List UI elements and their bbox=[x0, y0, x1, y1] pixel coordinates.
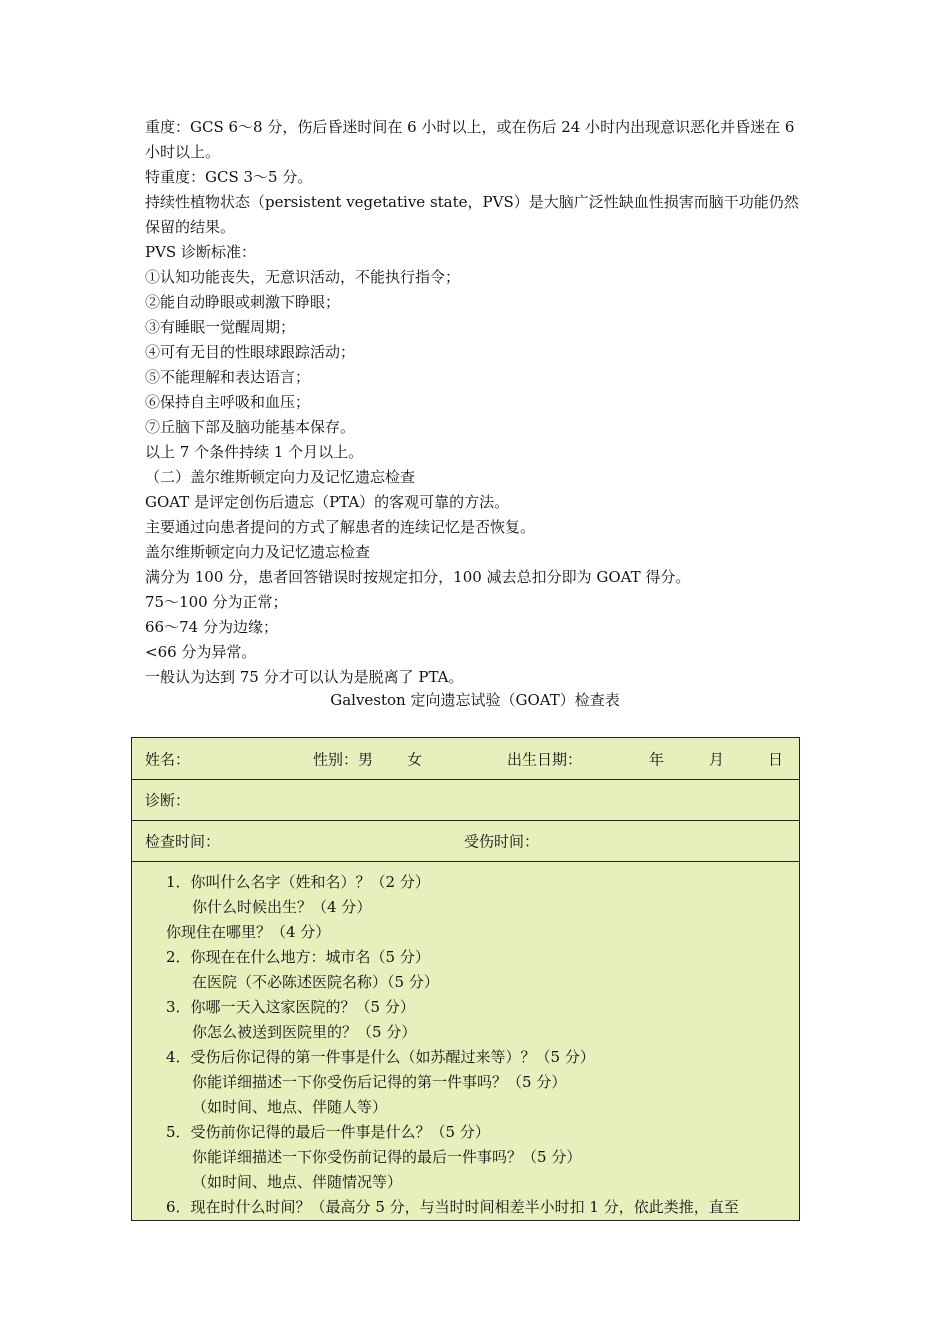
paragraph: 满分为 100 分，患者回答错误时按规定扣分，100 减去总扣分即为 GOAT 得分。 bbox=[145, 568, 691, 586]
form-row-times bbox=[132, 821, 799, 862]
goat-form bbox=[131, 737, 800, 1221]
paragraph: 特重度：GCS 3～5 分。 bbox=[145, 168, 313, 186]
injury-time-label: 受伤时间： bbox=[464, 832, 540, 851]
question-item: 你能详细描述一下你受伤前记得的最后一件事吗？（5 分） bbox=[192, 1148, 582, 1166]
dob-month: 月 bbox=[709, 750, 725, 768]
paragraph: <66 分为异常。 bbox=[145, 643, 257, 661]
question-item: 你能详细描述一下你受伤后记得的第一件事吗？（5 分） bbox=[192, 1073, 567, 1091]
paragraph: PVS 诊断标准： bbox=[145, 243, 256, 261]
paragraph: 主要通过向患者提问的方式了解患者的连续记忆是否恢复。 bbox=[145, 518, 536, 536]
exam-time-label: 检查时间： bbox=[145, 832, 221, 851]
paragraph: 以上 7 个条件持续 1 个月以上。 bbox=[145, 443, 364, 461]
question-item: 在医院（不必陈述医院名称）（5 分） bbox=[192, 973, 439, 991]
question-item: 2．你现在在什么地方：城市名（5 分） bbox=[166, 948, 430, 966]
question-item: 你现住在哪里？（4 分） bbox=[166, 923, 331, 941]
question-list bbox=[132, 862, 799, 1220]
diagnosis-label: 诊断： bbox=[145, 791, 191, 810]
question-item: 你怎么被送到医院里的？（5 分） bbox=[192, 1023, 417, 1041]
paragraph: （二）盖尔维斯顿定向力及记忆遗忘检查 bbox=[145, 468, 416, 486]
name-label: 姓名： bbox=[145, 750, 191, 768]
question-item: （如时间、地点、伴随情况等） bbox=[192, 1173, 403, 1191]
question-item: 你什么时候出生？（4 分） bbox=[192, 898, 372, 916]
paragraph: ④可有无目的性眼球跟踪活动； bbox=[145, 343, 356, 361]
paragraph: 75～100 分为正常； bbox=[145, 593, 288, 611]
dob-label: 出生日期： bbox=[507, 750, 583, 768]
form-row-patient-info bbox=[132, 738, 799, 780]
paragraph: 持续性植物状态（persistent vegetative state，PVS）是大脑广泛性缺血性损害而脑干功能仍然保留的结果。 bbox=[145, 193, 799, 236]
paragraph: ②能自动睁眼或刺激下睁眼； bbox=[145, 293, 341, 311]
paragraph: 66～74 分为边缘； bbox=[145, 618, 278, 636]
question-item: （如时间、地点、伴随人等） bbox=[192, 1098, 388, 1116]
question-item: 5．受伤前你记得的最后一件事是什么？（5 分） bbox=[166, 1123, 490, 1141]
paragraph: 一般认为达到 75 分才可以认为是脱离了 PTA。 bbox=[145, 668, 464, 686]
paragraph: ⑤不能理解和表达语言； bbox=[145, 368, 311, 386]
table-caption: Galveston 定向遗忘试验（GOAT）检查表 bbox=[330, 691, 620, 709]
paragraph: 盖尔维斯顿定向力及记忆遗忘检查 bbox=[145, 543, 371, 561]
paragraph: ⑦丘脑下部及脑功能基本保存。 bbox=[145, 418, 356, 436]
gender-female: 女 bbox=[407, 750, 423, 768]
gender-label: 性别：男 bbox=[313, 750, 374, 768]
paragraph: ⑥保持自主呼吸和血压； bbox=[145, 393, 311, 411]
question-item: 4．受伤后你记得的第一件事是什么（如苏醒过来等）？（5 分） bbox=[166, 1048, 595, 1066]
form-row-diagnosis bbox=[132, 780, 799, 821]
paragraph: ③有睡眠一觉醒周期； bbox=[145, 318, 296, 336]
dob-year: 年 bbox=[649, 750, 665, 768]
paragraph: 重度：GCS 6～8 分，伤后昏迷时间在 6 小时以上，或在伤后 24 小时内出现意识恶化并昏迷在 6 小时以上。 bbox=[145, 118, 795, 161]
question-item: 6．现在时什么时间？（最高分 5 分，与当时时间相差半小时扣 1 分，依此类推，直至 bbox=[166, 1198, 739, 1216]
question-item: 1．你叫什么名字（姓和名）？（2 分） bbox=[166, 873, 430, 891]
paragraph: ①认知功能丧失，无意识活动，不能执行指令； bbox=[145, 268, 461, 286]
paragraph: GOAT 是评定创伤后遗忘（PTA）的客观可靠的方法。 bbox=[145, 493, 510, 511]
body-text bbox=[145, 115, 813, 690]
question-item: 3．你哪一天入这家医院的？（5 分） bbox=[166, 998, 415, 1016]
dob-day: 日 bbox=[768, 750, 784, 768]
